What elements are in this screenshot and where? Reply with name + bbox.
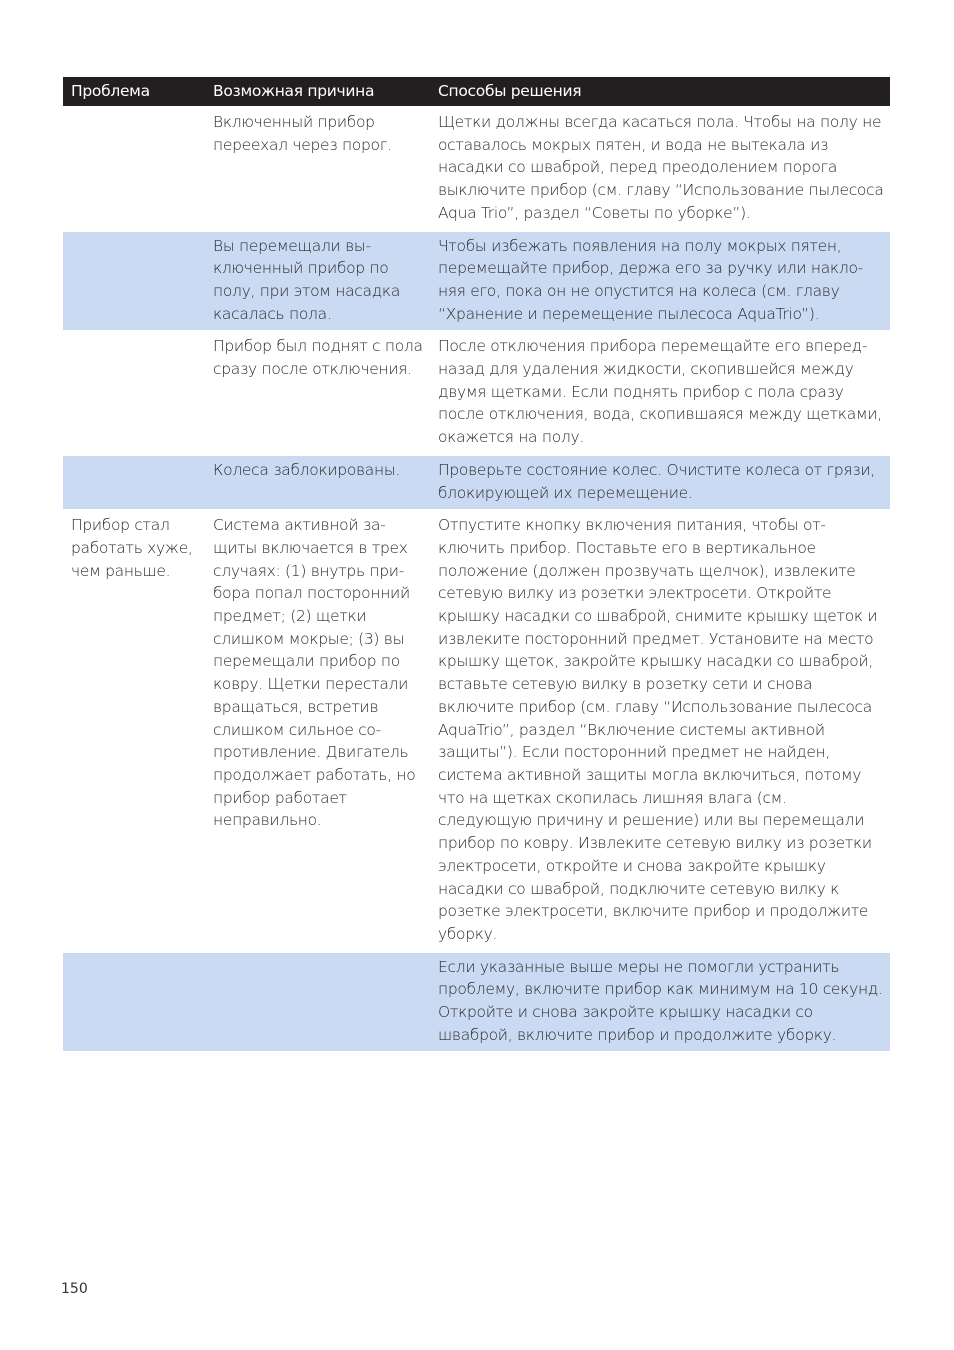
problem-cell	[63, 455, 205, 510]
problem-cell	[63, 107, 205, 231]
cause-cell: Вы перемещали выключенный прибор по полу, при этом насадка касалась пола.	[205, 231, 430, 332]
solution-cell: После отключения прибора перемещайте его вперед-назад для удаления жидкости, скопившейся между двумя щетками. Если поднять прибор с пола сразу после отключения, вода, скопившаяся между щетками, окажется на полу.	[430, 331, 890, 455]
solution-cell: Проверьте состояние колес. Очистите колеса от грязи, блокирующей их перемещение.	[430, 455, 890, 510]
problem-cell	[63, 231, 205, 332]
solution-cell: Если указанные выше меры не помогли устранить проблему, включите прибор как минимум на 10 секунд. Откройте и снова закройте крышку насадки со шваброй, включите прибор и продолжите уборку.	[430, 952, 890, 1052]
header-solution: Способы решения	[430, 77, 890, 107]
header-cause: Возможная причина	[205, 77, 430, 107]
cause-cell: Система активной защиты включается в трех случаях: (1) внутрь прибора попал посторонний предмет; (2) щетки слишком мокрые; (3) вы перемещали прибор по ковру. Щетки перестали вращаться, встретив слишком сильное сопротивление. Двигатель продолжает работать, но прибор работает неправильно.	[205, 510, 430, 951]
cause-cell: Колеса заблокированы.	[205, 455, 430, 510]
problem-cell	[63, 952, 205, 1052]
header-problem: Проблема	[63, 77, 205, 107]
table-row	[63, 952, 890, 1052]
problem-cell	[63, 331, 205, 455]
cause-cell	[205, 952, 430, 1052]
table-header-row	[63, 77, 890, 107]
cause-cell: Включенный прибор переехал через порог.	[205, 107, 430, 231]
solution-cell: Щетки должны всегда касаться пола. Чтобы на полу не оставалось мокрых пятен, и вода не вытекала из насадки со шваброй, перед преодолением порога выключите прибор (см. главу “Использование пылесоса Aqua Trio”, раздел “Советы по уборке”).	[430, 107, 890, 231]
solution-cell: Отпустите кнопку включения питания, чтобы отключить прибор. Поставьте его в вертикальное положение (должен прозвучать щелчок), извлеките сетевую вилку из розетки электросети. Откройте крышку насадки со шваброй, снимите крышку щеток и извлеките посторонний предмет. Установите на место крышку щеток, закройте крышку насадки со шваброй, вставьте сетевую вилку в розетку сети и снова включите прибор (см. главу “Использование пылесоса AquaTrio”, раздел “Включение системы активной защиты”). Если посторонний предмет не найден, система активной защиты могла включиться, потому что на щетках скопилась лишняя влага (см. следующую причину и решение) или вы перемещали прибор по ковру. Извлеките сетевую вилку из розетки электросети, откройте и снова закройте крышку насадки со шваброй, подключите сетевую вилку к розетке электросети, включите прибор и продолжите уборку.	[430, 510, 890, 951]
table-row	[63, 107, 890, 231]
table-row	[63, 455, 890, 510]
table-row	[63, 331, 890, 455]
table-row	[63, 231, 890, 332]
page-number: 150	[61, 1281, 88, 1297]
solution-cell: Чтобы избежать появления на полу мокрых пятен, перемещайте прибор, держа его за ручку или наклоняя его, пока он не опустится на колеса (см. главу “Хранение и перемещение пылесоса AquaTrio”).	[430, 231, 890, 332]
problem-cell: Прибор стал работать хуже, чем раньше.	[63, 510, 205, 951]
troubleshooting-table	[63, 77, 890, 1051]
table-row	[63, 510, 890, 951]
cause-cell: Прибор был поднят с пола сразу после отключения.	[205, 331, 430, 455]
